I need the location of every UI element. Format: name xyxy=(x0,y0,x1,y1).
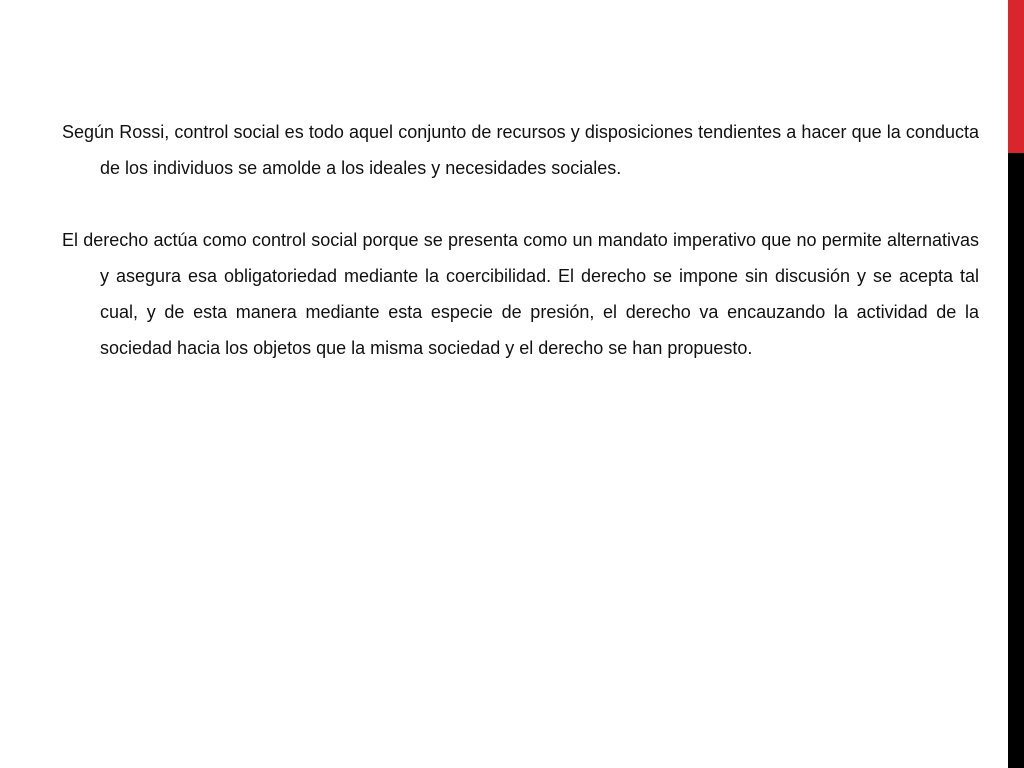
accent-bar-red xyxy=(1008,0,1024,153)
accent-bar-black xyxy=(1008,153,1024,768)
slide-body xyxy=(62,114,979,366)
paragraph-derecho-control-social: El derecho actúa como control social porque se presenta como un mandato imperativo que no permite alternativas y asegura esa obligatoriedad mediante la coercibilidad. El derecho se impone sin discusión y se acepta tal cual, y de esta manera mediante esta especie de presión, el derecho va encauzando la actividad de la sociedad hacia los objetos que la misma sociedad y el derecho se han propuesto. xyxy=(62,230,979,358)
paragraph-rossi-definition: Según Rossi, control social es todo aquel conjunto de recursos y disposiciones tendientes a hacer que la conducta de los individuos se amolde a los ideales y necesidades sociales. xyxy=(62,122,979,178)
